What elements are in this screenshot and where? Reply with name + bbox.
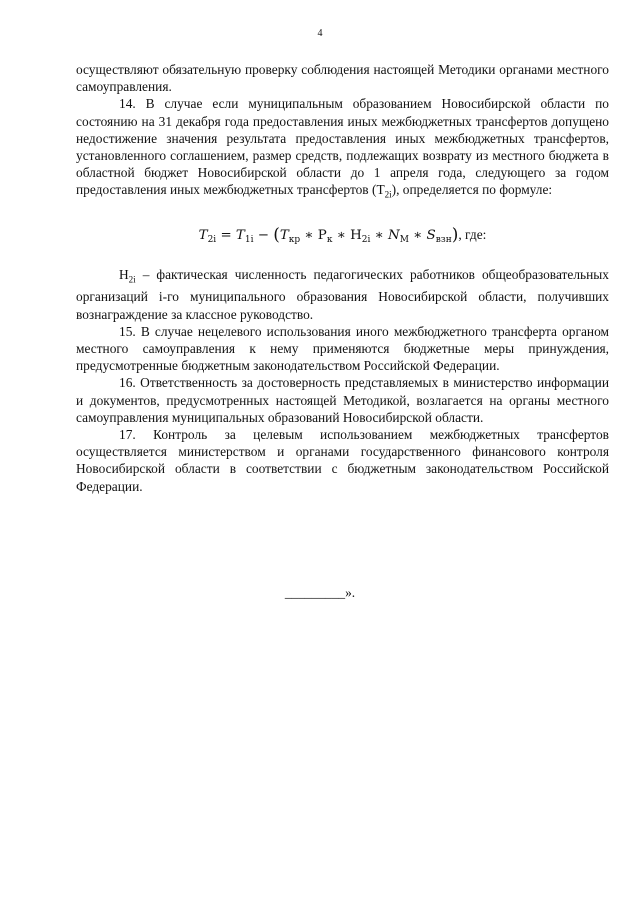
formula-open-paren: ( <box>273 225 280 246</box>
formula-mul-2: ∗ <box>332 228 351 244</box>
paragraph-14-subscript: 2i <box>384 190 392 201</box>
closing-line: _________». <box>284 585 356 600</box>
formula-mul-4: ∗ <box>408 228 427 244</box>
paragraph-17: 17. Контроль за целевым использованием межбюджетных трансфертов осуществляется министерством и органами государственного финансового контроля Новосибирской области в соответствии с бюджетным законодательством Российской Федерации. <box>76 427 609 494</box>
formula-t1-sub: 1i <box>244 235 254 246</box>
paragraph-14-text: 14. В случае если муниципальным образованием Новосибирской области по состоянию на 31 декабря года предоставления иных межбюджетных трансфертов допущено недостижение значения результата предоставления иных межбюджетных трансфертов, установленного соглашением, размер средств, подлежащих возврату из местного бюджета в областной бюджет Новосибирской области до 1 апреля года, следующего за годом предоставления иных межбюджетных трансфертов (Т <box>76 96 609 198</box>
formula-mul-1: ∗ <box>300 228 318 244</box>
formula-h: Н <box>350 228 362 244</box>
formula-lhs: T <box>198 228 208 244</box>
h2i-subscript: 2i <box>128 274 136 285</box>
formula-tkr-sub: кр <box>288 235 301 246</box>
formula-close-paren: ) <box>451 225 459 246</box>
formula-lhs-sub: 2i <box>207 235 217 246</box>
paragraph-14 <box>76 95 609 204</box>
paragraph-intro: осуществляют обязательную проверку соблюдения настоящей Методики органами местного самоуправления. <box>76 62 609 95</box>
formula-minus: − <box>253 228 274 244</box>
formula-nm: N <box>387 228 400 244</box>
formula-nm-sub: M <box>399 235 409 246</box>
paragraph-14-tail: ), определяется по формуле: <box>391 182 553 198</box>
formula-eq: = <box>216 228 236 244</box>
page-number: 4 <box>317 28 323 39</box>
formula-s: S <box>426 228 436 244</box>
formula <box>76 226 609 244</box>
formula-mul-3: ∗ <box>370 228 388 244</box>
h2i-lead: Н <box>119 266 129 282</box>
formula-h-sub: 2i <box>361 235 371 246</box>
formula-s-sub: взн <box>435 235 452 246</box>
paragraph-h2i-definition <box>76 266 609 323</box>
formula-rk-sub: к <box>326 235 333 246</box>
h2i-text: – фактическая численность педагогических работников общеобразовательных организаций i-го муниципального образования Новосибирской области, получивших вознаграждение за классное руководство. <box>76 266 609 322</box>
formula-rk: Р <box>317 228 327 244</box>
paragraph-15: 15. В случае нецелевого использования иного межбюджетного трансферта органом местного самоуправления к нему применяются бюджетные меры принуждения, предусмотренные бюджетным законодательством Российской Федерации. <box>76 323 609 374</box>
document-body <box>76 61 609 495</box>
formula-tail: , где: <box>458 227 487 243</box>
formula-tkr: T <box>279 228 289 244</box>
paragraph-16: 16. Ответственность за достоверность представляемых в министерство информации и документов, предусмотренных настоящей Методикой, возлагается на органы местного самоуправления муниципальных образований Новосибирской области. <box>76 375 609 425</box>
formula-t1: T <box>235 228 245 244</box>
